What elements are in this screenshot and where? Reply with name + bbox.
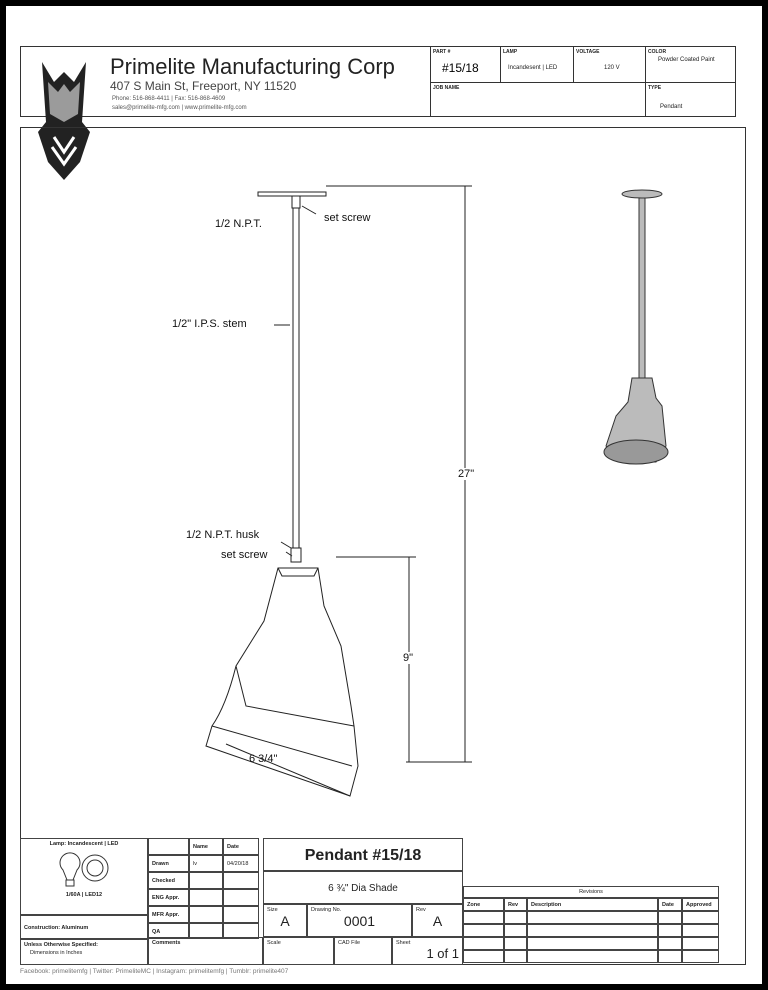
signoff-cell xyxy=(189,906,223,923)
revisions-cell xyxy=(463,937,504,950)
type-value: Pendant xyxy=(660,104,683,110)
part-label: PART # xyxy=(433,49,451,55)
revisions-cell: Rev xyxy=(504,898,527,911)
revisions-cell xyxy=(463,924,504,937)
revisions-cell xyxy=(658,924,682,937)
signoff-cell: Drawn xyxy=(148,855,189,872)
drawing-number-cell xyxy=(307,904,412,937)
voltage-label: VOLTAGE xyxy=(576,49,600,55)
scale-cell: Scale xyxy=(263,937,334,965)
rev-label: Rev xyxy=(416,907,426,913)
construction: Construction: Aluminum xyxy=(20,915,148,939)
signoff-cell: 04/20/18 xyxy=(223,855,259,872)
cad-file-cell: CAD File xyxy=(334,937,392,965)
signoff-cell xyxy=(189,889,223,906)
signoff-cell xyxy=(223,889,259,906)
revisions-cell xyxy=(504,924,527,937)
color-label: COLOR xyxy=(648,49,667,55)
revisions-cell xyxy=(682,911,719,924)
lamp-label: LAMP xyxy=(503,49,518,55)
lamp-info: Lamp: Incandescent | LED xyxy=(49,841,119,847)
unless-specified-cell xyxy=(20,939,148,965)
set-screw-bottom-label: set screw xyxy=(221,549,268,561)
revisions-cell xyxy=(463,950,504,963)
revisions-cell xyxy=(527,937,658,950)
drawing-number-label: Drawing No. xyxy=(311,907,342,913)
revisions-cell: Approved xyxy=(682,898,719,911)
drawing-subtitle: 6 ¾" Dia Shade xyxy=(263,871,463,904)
signoff-cell xyxy=(223,906,259,923)
company-address: 407 S Main St, Freeport, NY 11520 xyxy=(110,79,297,93)
part-number: #15/18 xyxy=(442,61,479,75)
signoff-cell xyxy=(223,872,259,889)
company-name: Primelite Manufacturing Corp xyxy=(110,54,395,79)
lamp-info-cell xyxy=(20,838,148,915)
type-label: TYPE xyxy=(648,85,662,91)
signoff-cell: QA xyxy=(148,923,189,939)
revisions-cell: Zone xyxy=(463,898,504,911)
revisions-cell xyxy=(682,924,719,937)
drawing-sheet xyxy=(6,6,762,984)
stem-label: 1/2" I.P.S. stem xyxy=(172,318,247,330)
signoff-cell: ENG Appr. xyxy=(148,889,189,906)
revisions-cell xyxy=(682,950,719,963)
revisions-cell xyxy=(527,924,658,937)
drawing-title: Pendant #15/18 xyxy=(263,838,463,871)
revisions-cell xyxy=(658,950,682,963)
revisions-cell xyxy=(527,950,658,963)
signoff-cell xyxy=(189,872,223,889)
bulb-icons xyxy=(49,850,119,890)
revisions-cell xyxy=(504,950,527,963)
unless-specified: Unless Otherwise Specified: xyxy=(24,942,98,948)
npt-label: 1/2 N.P.T. xyxy=(215,218,262,230)
sheet-cell xyxy=(392,937,463,965)
size-value: A xyxy=(280,913,290,929)
job-name-label: JOB NAME xyxy=(433,85,460,91)
signoff-cell: Name xyxy=(189,838,223,855)
dimension-total-height: 27" xyxy=(458,468,475,480)
revisions-cell xyxy=(682,937,719,950)
revisions-cell xyxy=(504,937,527,950)
size-label: Size xyxy=(267,907,278,913)
revisions-cell xyxy=(527,911,658,924)
signoff-cell: MFR Appr. xyxy=(148,906,189,923)
dimension-shade-height: 9" xyxy=(403,652,414,664)
dimension-diameter: 6 3/4" xyxy=(249,753,278,765)
sheet-label: Sheet xyxy=(396,940,411,946)
dimensions-note: Dimensions in Inches xyxy=(30,950,83,956)
pendant-drawing xyxy=(6,6,762,836)
size-cell xyxy=(263,904,307,937)
lamp-value: Incandesent | LED xyxy=(508,65,558,71)
revisions-cell: Date xyxy=(658,898,682,911)
company-web: sales@primelite-mfg.com | www.primelite-mfg.com xyxy=(112,105,247,111)
signoff-cell: Checked xyxy=(148,872,189,889)
revisions-cell xyxy=(463,911,504,924)
voltage-value: 120 V xyxy=(604,65,620,71)
lamp-codes: 1/60A | LED12 xyxy=(65,892,103,898)
footer-social: Facebook: primelitemfg | Twitter: PrimeliteMC | Instagram: primelitemfg | Tumblr: primelite407 xyxy=(20,968,289,975)
drawing-number: 0001 xyxy=(343,913,376,929)
set-screw-top-label: set screw xyxy=(324,212,371,224)
rev-cell xyxy=(412,904,463,937)
signoff-cell: Date xyxy=(223,838,259,855)
rev-value: A xyxy=(432,913,443,929)
company-phone: Phone: 516-868-4411 | Fax: 516-868-4609 xyxy=(112,96,226,102)
revisions-cell xyxy=(658,911,682,924)
sheet-value: 1 of 1 xyxy=(426,946,459,961)
signoff-cell xyxy=(148,838,189,855)
husk-label: 1/2 N.P.T. husk xyxy=(186,529,260,541)
revisions-cell xyxy=(658,937,682,950)
revisions-title: Revisions xyxy=(463,886,719,898)
revisions-cell xyxy=(504,911,527,924)
color-value: Powder Coated Paint xyxy=(658,57,715,63)
comments-cell: Comments xyxy=(148,937,263,965)
signoff-cell: lv xyxy=(189,855,223,872)
revisions-cell: Description xyxy=(527,898,658,911)
